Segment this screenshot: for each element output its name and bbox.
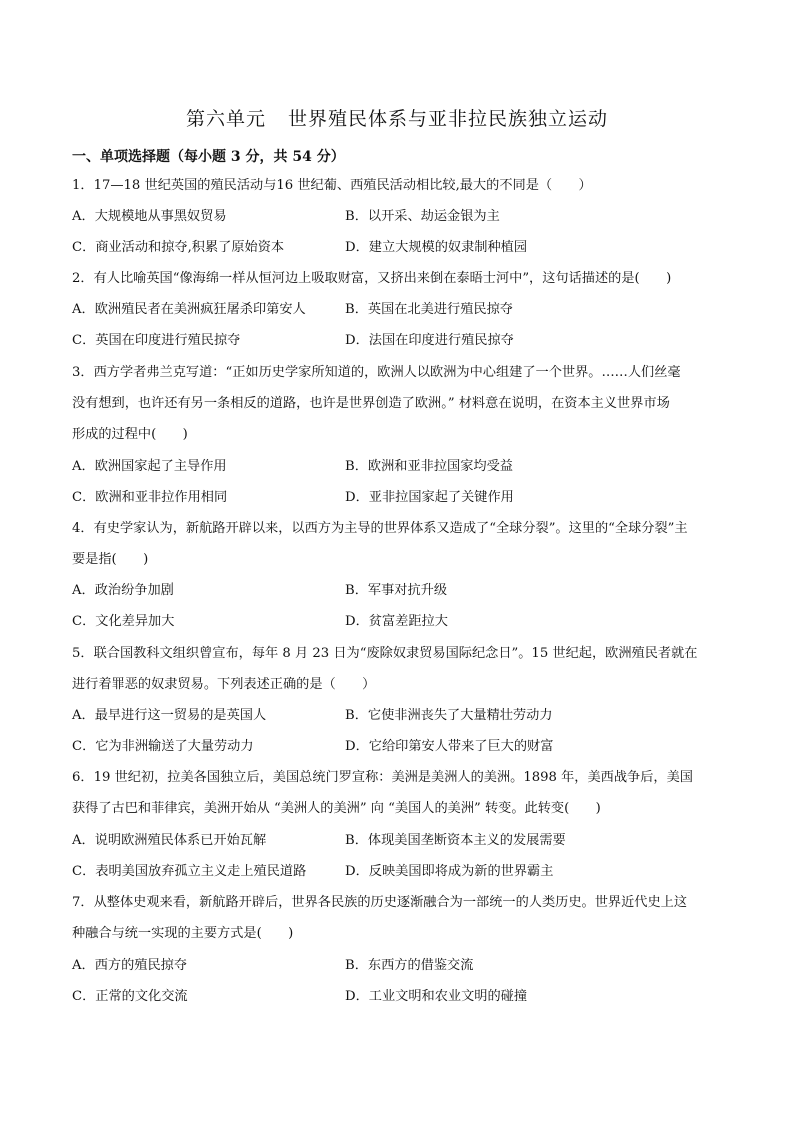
- question-2-text: 2．有人比喻英国“像海绵一样从恒河边上吸取财富，又挤出来倒在泰晤士河中”，这句话描述的是( ): [72, 271, 672, 286]
- question-1-option-c: C．商业活动和掠夺,积累了原始资本: [72, 240, 285, 255]
- question-1-option-d: D．建立大规模的奴隶制种植园: [345, 240, 528, 255]
- question-1-option-a: A．大规模地从事黑奴贸易: [72, 209, 227, 224]
- question-4-text-line-1: 4．有史学家认为，新航路开辟以来，以西方为主导的世界体系又造成了“全球分裂”。这里的“全球分裂”主: [72, 521, 688, 536]
- question-2-option-c: C．英国在印度进行殖民掠夺: [72, 333, 241, 348]
- question-4-option-b: B．军事对抗升级: [345, 583, 448, 598]
- question-6-option-c: C．表明美国放弃孤立主义走上殖民道路: [72, 864, 307, 879]
- unit-label: 第六单元: [185, 108, 266, 130]
- question-5-option-c: C．它为非洲输送了大量劳动力: [72, 739, 254, 754]
- question-5-option-b: B．它使非洲丧失了大量精壮劳动力: [345, 708, 553, 723]
- question-7-option-a: A．西方的殖民掠夺: [72, 958, 188, 973]
- question-3-text-line-1: 3．西方学者弗兰克写道：“正如历史学家所知道的，欧洲人以欧洲为中心组建了一个世界。……人们丝毫: [72, 365, 681, 380]
- question-5-text-line-1: 5．联合国教科文组织曾宣布，每年 8 月 23 日为“废除奴隶贸易国际纪念日”。15 世纪起，欧洲殖民者就在: [72, 646, 698, 661]
- question-7-text-line-1: 7．从整体史观来看，新航路开辟后，世界各民族的历史逐渐融合为一部统一的人类历史。世界近代史上这: [72, 895, 688, 910]
- question-6-option-d: D．反映美国即将成为新的世界霸主: [345, 864, 554, 879]
- question-6-text-line-1: 6．19 世纪初，拉美各国独立后，美国总统门罗宣称：美洲是美洲人的美洲。1898 年，美西战争后，美国: [72, 770, 693, 785]
- question-7-option-b: B．东西方的借鉴交流: [345, 958, 474, 973]
- unit-topic: 世界殖民体系与亚非拉民族独立运动: [288, 108, 609, 130]
- question-3-text-line-2: 没有想到，也许还有另一条相反的道路，也许是世界创造了欧洲。” 材料意在说明，在资本主义世界市场: [72, 396, 670, 411]
- question-4-option-a: A．政治纷争加剧: [72, 583, 174, 598]
- question-5-option-d: D．它给印第安人带来了巨大的财富: [345, 739, 554, 754]
- question-1-text: 1．17—18 世纪英国的殖民活动与16 世纪葡、西殖民活动相比较,最大的不同是（ ）: [72, 178, 592, 193]
- question-7-option-d: D．工业文明和农业文明的碰撞: [345, 989, 528, 1004]
- question-4-text-line-2: 要是指( ): [72, 552, 149, 567]
- question-5-option-a: A．最早进行这一贸易的是英国人: [72, 708, 267, 723]
- question-2-option-a: A．欧洲殖民者在美洲疯狂屠杀印第安人: [72, 302, 306, 317]
- page-title: [0, 104, 794, 131]
- question-2-option-b: B．英国在北美进行殖民掠夺: [345, 302, 513, 317]
- question-7-text-line-2: 种融合与统一实现的主要方式是( ): [72, 926, 294, 941]
- question-3-option-c: C．欧洲和亚非拉作用相同: [72, 490, 228, 505]
- question-6-option-a: A．说明欧洲殖民体系已开始瓦解: [72, 833, 267, 848]
- question-3-option-a: A．欧洲国家起了主导作用: [72, 459, 227, 474]
- question-6-text-line-2: 获得了古巴和菲律宾，美洲开始从 “美洲人的美洲” 向 “美国人的美洲” 转变。此转变( ): [72, 801, 601, 816]
- question-3-option-b: B．欧洲和亚非拉国家均受益: [345, 459, 513, 474]
- question-2-option-d: D．法国在印度进行殖民掠夺: [345, 333, 514, 348]
- question-3-option-d: D．亚非拉国家起了关键作用: [345, 490, 514, 505]
- question-7-option-c: C．正常的文化交流: [72, 989, 188, 1004]
- question-5-text-line-2: 进行着罪恶的奴隶贸易。下列表述正确的是（ ）: [72, 677, 376, 692]
- question-1-option-b: B．以开采、劫运金银为主: [345, 209, 500, 224]
- question-6-option-b: B．体现美国垄断资本主义的发展需要: [345, 833, 566, 848]
- section-heading: 一、单项选择题（每小题 3 分，共 54 分）: [72, 149, 345, 165]
- question-3-text-line-3: 形成的过程中( ): [72, 427, 188, 442]
- question-4-option-c: C．文化差异加大: [72, 614, 175, 629]
- question-4-option-d: D．贫富差距拉大: [345, 614, 448, 629]
